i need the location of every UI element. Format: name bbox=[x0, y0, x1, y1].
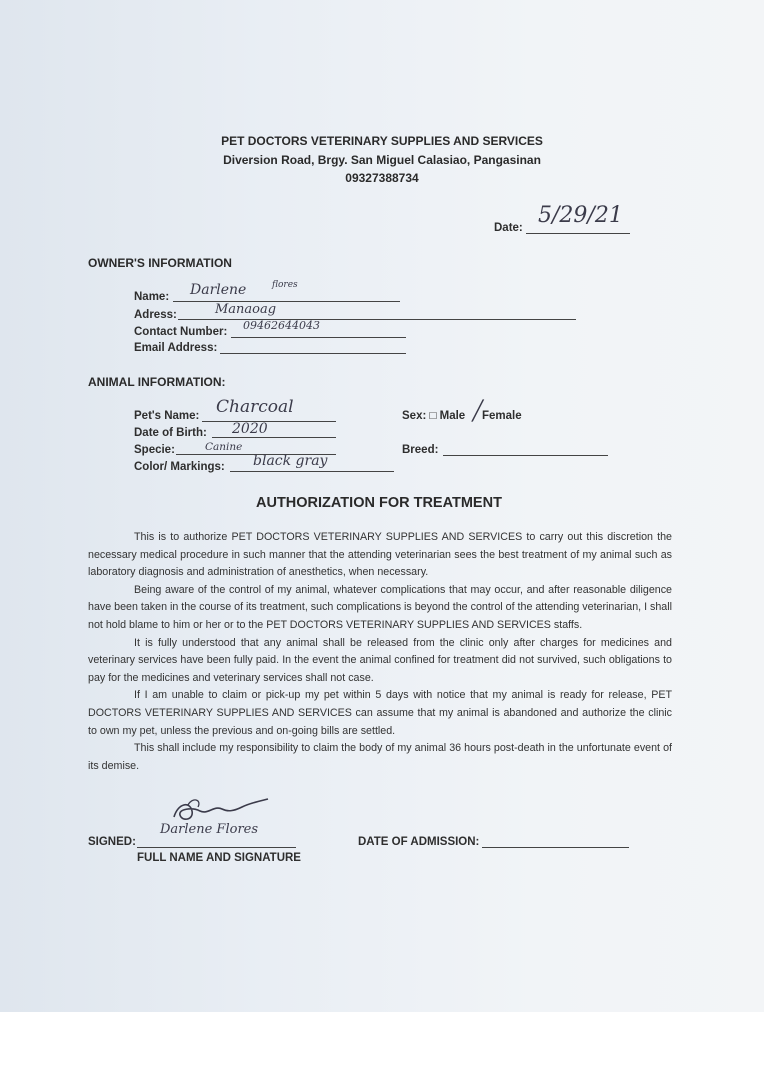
dob-label: Date of Birth: bbox=[134, 427, 207, 439]
female-checkmark-icon[interactable]: ╱ bbox=[472, 401, 484, 422]
signature-line bbox=[137, 847, 296, 848]
breed-label: Breed: bbox=[402, 444, 439, 456]
color-label: Color/ Markings: bbox=[134, 461, 225, 473]
admission-date-line bbox=[482, 847, 629, 848]
signed-name-value[interactable]: Darlene Flores bbox=[160, 822, 259, 837]
owner-name-value[interactable]: Darlene bbox=[190, 282, 247, 298]
business-phone: 09327388734 bbox=[345, 171, 419, 185]
owner-section-title: OWNER'S INFORMATION bbox=[88, 256, 232, 270]
owner-address-label: Adress: bbox=[134, 309, 177, 321]
pet-name-label: Pet's Name: bbox=[134, 410, 200, 422]
date-label: Date: bbox=[494, 222, 523, 234]
specie-value[interactable]: Canine bbox=[205, 441, 243, 453]
owner-contact-value[interactable]: 09462644043 bbox=[243, 319, 320, 332]
authorization-paragraph: This shall include my responsibility to claim the body of my animal 36 hours post-death in the unfortunate event of its demise. bbox=[88, 742, 672, 772]
owner-email-label: Email Address: bbox=[134, 342, 218, 354]
dob-value[interactable]: 2020 bbox=[232, 421, 268, 437]
owner-email-line bbox=[220, 353, 406, 354]
sex-female-label: Female bbox=[482, 410, 522, 422]
owner-address-value[interactable]: Manaoag bbox=[215, 302, 277, 317]
owner-contact-line bbox=[231, 337, 406, 338]
authorization-paragraph: If I am unable to claim or pick-up my pet within 5 days with notice that my animal is ready for release, PET DOCTORS VETERINARY SUPPLIES AND SERVICES can assume that my animal is abandoned and authorize the clinic to own my pet, unless the previous and on-going bills are settled. bbox=[88, 689, 672, 737]
pet-name-value[interactable]: Charcoal bbox=[216, 397, 294, 417]
authorization-paragraph: Being aware of the control of my animal, whatever complications that may occur, and after reasonable diligence have been taken in the course of its treatment, such complications is beyond the control of the attending veterinarian, I shall not hold blame to him or her or to the PET DOCTORS VETERINARY SUPPLIES AND SERVICES staffs. bbox=[88, 583, 672, 631]
signed-label: SIGNED: bbox=[88, 836, 136, 848]
owner-contact-label: Contact Number: bbox=[134, 326, 228, 338]
owner-name-line bbox=[173, 301, 400, 302]
business-address: Diversion Road, Brgy. San Miguel Calasiao, Pangasinan bbox=[223, 153, 541, 167]
owner-surname-value[interactable]: flores bbox=[272, 280, 298, 290]
pet-name-line bbox=[202, 421, 336, 422]
color-line bbox=[230, 471, 394, 472]
owner-address-line bbox=[178, 319, 576, 320]
date-value[interactable]: 5/29/21 bbox=[538, 203, 623, 228]
color-value[interactable]: black gray bbox=[253, 453, 328, 469]
date-line bbox=[526, 233, 630, 234]
specie-label: Specie: bbox=[134, 444, 175, 456]
dob-line bbox=[212, 437, 336, 438]
signature-caption: FULL NAME AND SIGNATURE bbox=[137, 852, 301, 864]
authorization-title: AUTHORIZATION FOR TREATMENT bbox=[256, 495, 502, 511]
owner-name-label: Name: bbox=[134, 291, 170, 303]
authorization-body bbox=[88, 529, 672, 775]
authorization-paragraph: This is to authorize PET DOCTORS VETERINARY SUPPLIES AND SERVICES to carry out this discretion the necessary medical procedure in such manner that the attending veterinarian sees the best treatment of my animal such as laboratory diagnosis and administration of anesthetics, when necessary. bbox=[88, 531, 672, 579]
breed-line bbox=[443, 455, 608, 456]
animal-section-title: ANIMAL INFORMATION: bbox=[88, 375, 226, 389]
business-name: PET DOCTORS VETERINARY SUPPLIES AND SERVICES bbox=[221, 134, 543, 148]
admission-date-label: DATE OF ADMISSION: bbox=[358, 836, 480, 848]
sex-label: Sex: □ Male bbox=[402, 410, 466, 422]
authorization-paragraph: It is fully understood that any animal shall be released from the clinic only after charges for medicines and veterinary services have been fully paid. In the event the animal confined for treatment did not survived, such obligations to pay for the medicines and veterinary services shall not case. bbox=[88, 636, 672, 684]
